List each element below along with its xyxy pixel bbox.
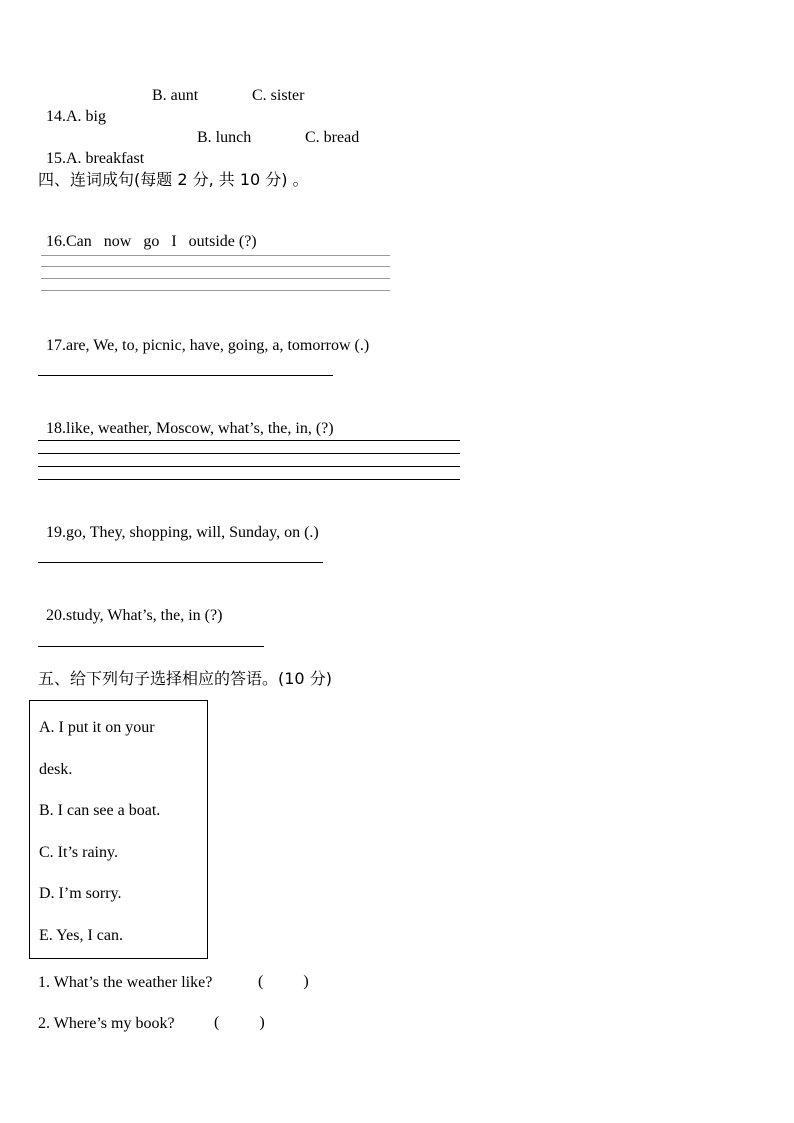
question-20 — [38, 586, 222, 626]
question-number: 14. — [46, 108, 66, 125]
answer-option-a-line2: desk. — [39, 761, 73, 778]
question-18 — [38, 399, 334, 439]
question-15 — [38, 129, 144, 169]
answer-option-b: B. I can see a boat. — [39, 802, 161, 819]
sentence-1: 1. What’s the weather like? — [38, 974, 213, 991]
answer-line — [38, 440, 460, 441]
word-list: Can now go I outside (?) — [66, 233, 257, 250]
question-16 — [38, 212, 257, 252]
answer-line — [38, 466, 460, 467]
question-number: 20. — [46, 607, 66, 624]
section-4-heading: 四、连词成句(每题 2 分, 共 10 分) 。 — [38, 170, 309, 189]
option-a: A. big — [66, 108, 106, 125]
question-number: 19. — [46, 524, 66, 541]
word-list: are, We, to, picnic, have, going, a, tomorrow (.) — [66, 337, 370, 354]
option-b: B. aunt — [152, 87, 199, 104]
section-5-heading: 五、给下列句子选择相应的答语。(10 分) — [38, 669, 332, 688]
answer-option-d: D. I’m sorry. — [39, 885, 122, 902]
sentence-2: 2. Where’s my book? — [38, 1015, 175, 1032]
option-a: A. breakfast — [66, 150, 145, 167]
question-number: 18. — [46, 420, 66, 437]
answer-line — [38, 646, 264, 647]
answer-line — [41, 266, 390, 267]
question-number: 15. — [46, 150, 66, 167]
answer-blank[interactable]: ( ) — [258, 973, 309, 990]
option-b: B. lunch — [197, 129, 252, 146]
option-c: C. bread — [305, 129, 360, 146]
answer-blank[interactable]: ( ) — [214, 1014, 265, 1031]
answer-option-a-line1: A. I put it on your — [39, 719, 155, 736]
answer-line — [38, 562, 323, 563]
answer-line — [38, 479, 460, 480]
question-19 — [38, 503, 319, 543]
question-14 — [38, 87, 106, 127]
answer-option-c: C. It’s rainy. — [39, 844, 118, 861]
question-number: 16. — [46, 233, 66, 250]
question-17 — [38, 316, 369, 356]
answer-line — [41, 255, 390, 256]
answer-line — [41, 278, 390, 279]
answer-line — [38, 375, 333, 376]
answer-line — [41, 290, 390, 291]
option-c: C. sister — [252, 87, 305, 104]
word-list: go, They, shopping, will, Sunday, on (.) — [66, 524, 319, 541]
word-list: study, What’s, the, in (?) — [66, 607, 223, 624]
question-number: 17. — [46, 337, 66, 354]
answer-line — [38, 453, 460, 454]
answer-option-e: E. Yes, I can. — [39, 927, 123, 944]
word-list: like, weather, Moscow, what’s, the, in, (?) — [66, 420, 334, 437]
answer-options-box — [29, 700, 208, 959]
